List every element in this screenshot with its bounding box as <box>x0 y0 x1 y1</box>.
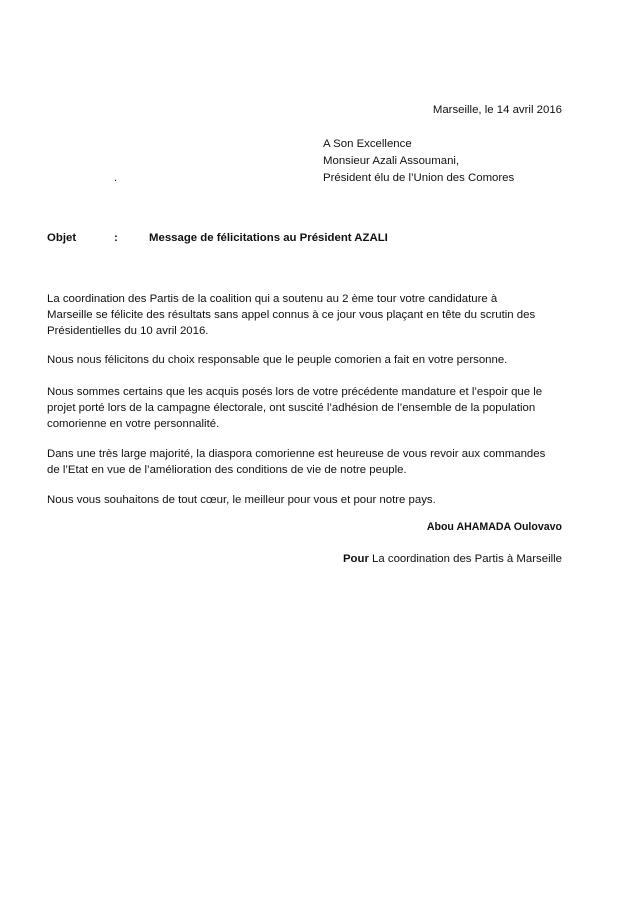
signature-organization <box>343 551 562 567</box>
paragraph-line: de l’Etat en vue de l’amélioration des conditions de vie de notre peuple. <box>47 464 407 476</box>
paragraph-line: Dans une très large majorité, la diaspora comorienne est heureuse de vous revoir aux commandes <box>47 448 546 460</box>
body-paragraph-3 <box>47 384 567 432</box>
signature-org-prefix: Pour <box>342 553 369 565</box>
signature-org-text: La coordination des Partis à Marseille <box>368 553 562 565</box>
body-paragraph-1 <box>47 291 567 339</box>
paragraph-line: Marseille se félicite des résultats sans appel connus à ce jour vous plaçant en tête du scrutin des <box>47 309 536 321</box>
subject-label: Objet <box>47 232 77 244</box>
paragraph-line: La coordination des Partis de la coalition qui a soutenu au 2 ème tour votre candidature à <box>47 293 498 305</box>
body-paragraph-4 <box>47 446 567 478</box>
recipient-line-1: A Son Excellence <box>323 138 412 150</box>
stray-dot-mark: . <box>114 172 118 184</box>
letter-date: Marseille, le 14 avril 2016 <box>432 104 562 116</box>
paragraph-line: Nous sommes certains que les acquis posés lors de votre précédente mandature et l’espoir que le <box>47 386 543 398</box>
paragraph-line: projet porté lors de la campagne électorale, ont suscité l’adhésion de l’ensemble de la population <box>47 402 536 414</box>
body-paragraph-2 <box>47 352 567 368</box>
body-paragraph-5 <box>47 492 567 508</box>
signature-name: Abou AHAMADA Oulovavo <box>426 521 562 533</box>
paragraph-line: Présidentielles du 10 avril 2016. <box>47 325 209 337</box>
paragraph-line: comorienne en votre personnalité. <box>47 418 220 430</box>
paragraph-line: Nous nous félicitons du choix responsable que le peuple comorien a fait en votre personne. <box>47 354 508 366</box>
recipient-line-2: Monsieur Azali Assoumani, <box>323 155 460 167</box>
paragraph-line: Nous vous souhaitons de tout cœur, le meilleur pour vous et pour notre pays. <box>47 494 436 506</box>
recipient-line-3: Président élu de l’Union des Comores <box>323 172 515 184</box>
subject-separator: : <box>114 232 118 244</box>
subject-text: Message de félicitations au Président AZALI <box>149 232 388 244</box>
